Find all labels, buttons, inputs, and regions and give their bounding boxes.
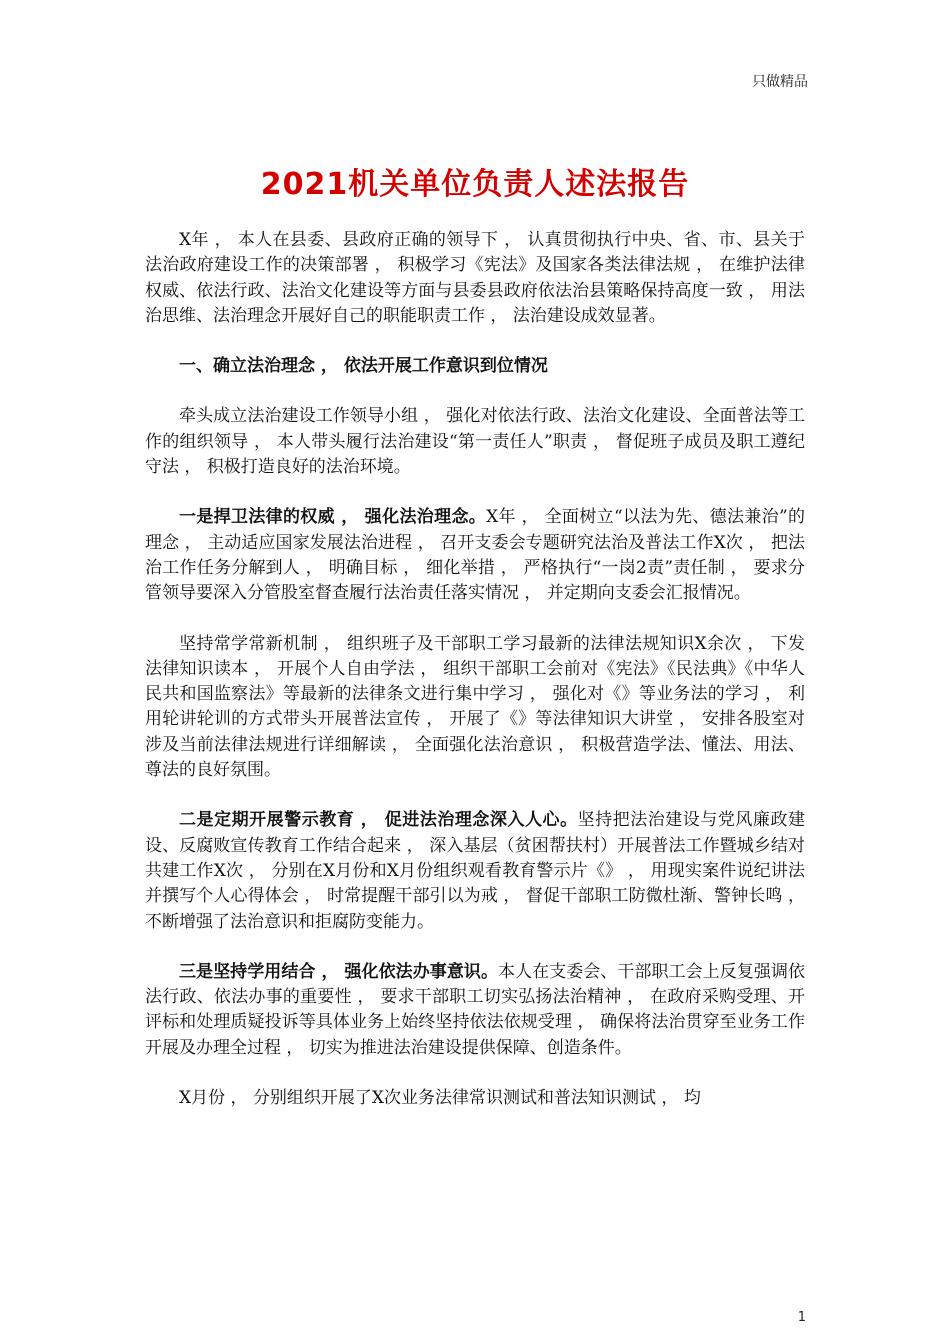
document-body: [145, 228, 805, 1111]
paragraph-2: [145, 505, 805, 606]
paragraph-5-lead: 三是坚持学用结合 ， 强化依法办事意识。: [179, 961, 499, 982]
paragraph-5: [145, 960, 805, 1061]
document-title: 2021机关单位负责人述法报告: [260, 167, 690, 202]
paragraph-4-lead: 二是定期开展警示教育 ， 促进法治理念深入人心。: [179, 810, 578, 831]
paragraph-4: [145, 808, 805, 934]
paragraph-3: 坚持常学常新机制 ， 组织班子及干部职工学习最新的法律法规知识X余次 ， 下发法律知识读本 ， 开展个人自由学法 ， 组织干部职工会前对《宪法》《民法典》《中华人民共和国监察法》等最新的法律条文进行集中学习 ， 强化对《》等业务法的学习 ， 利用轮讲轮训的方式带头开展普法宣传 ， 开展了《》等法律知识大讲堂 ， 安排各股室对涉及当前法律法规进行详细解读 ， 全面强化法治意识 ， 积极营造学法、懂法、用法、尊法的良好氛围。: [145, 633, 805, 781]
header-mark: 只做精品: [752, 74, 808, 90]
paragraph-2-lead: 一是捍卫法律的权威 ， 强化法治理念。: [179, 507, 487, 528]
paragraph-6: X月份 ， 分别组织开展了X次业务法律常识测试和普法知识测试 ， 均: [179, 1088, 701, 1109]
paragraph-5-text: 本人在支委会、干部职工会上反复强调依法行政、依法办事的重要性 ， 要求干部职工切实弘扬法治精神 ， 在政府采购受理、开评标和处理质疑投诉等具体业务上始终坚持依法依规受理 ， 确保将法治贯穿至业务工作开展及办理全过程 ， 切实为推进法治建设提供保障、创造条件。: [145, 961, 806, 1058]
paragraph-2-text: X年 ， 全面树立“以法为先、德法兼治”的理念 ， 主动适应国家发展法治进程 ， 召开支委会专题研究法治及普法工作X次 ， 把法治工作任务分解到人 ， 明确目标 ， 细化举措 ， 严格执行“一岗2责”责任制 ， 要求分管领导要深入分管股室督查履行法治责任落实情况 ， 并定期向支委会汇报情况。: [145, 507, 805, 604]
paragraph-1: 牵头成立法治建设工作领导小组 ， 强化对依法行政、法治文化建设、全面普法等工作的组织领导 ， 本人带头履行法治建设“第一责任人”职责 ， 督促班子成员及职工遵纪守法 ， 积极打造良好的法治环境。: [145, 406, 805, 478]
page-number: 1: [797, 1310, 806, 1325]
section-heading: 一、确立法治理念 ， 依法开展工作意识到位情况: [179, 356, 548, 377]
intro-paragraph: X年 ， 本人在县委、县政府正确的领导下 ， 认真贯彻执行中央、省、市、县关于法治政府建设工作的决策部署 ， 积极学习《宪法》及国家各类法律法规 ， 在维护法律权威、依法行政、法治文化建设等方面与县委县政府依法治县策略保持高度一致 ， 用法治思维、法治理念开展好自己的职能职责工作 ， 法治建设成效显著。: [145, 230, 805, 326]
paragraph-4-text: 坚持把法治建设与党风廉政建设、反腐败宣传教育工作结合起来 ， 深入基层（贫困帮扶村）开展普法工作暨城乡结对共建工作X次 ， 分别在X月份和X月份组织观看教育警示片《》 ， 用现实案件说纪讲法并撰写个人心得体会 ， 时常提醒干部引以为戒 ， 督促干部职工防微杜渐、警钟长鸣 ， 不断增强了法治意识和拒腐防变能力。: [145, 810, 805, 932]
